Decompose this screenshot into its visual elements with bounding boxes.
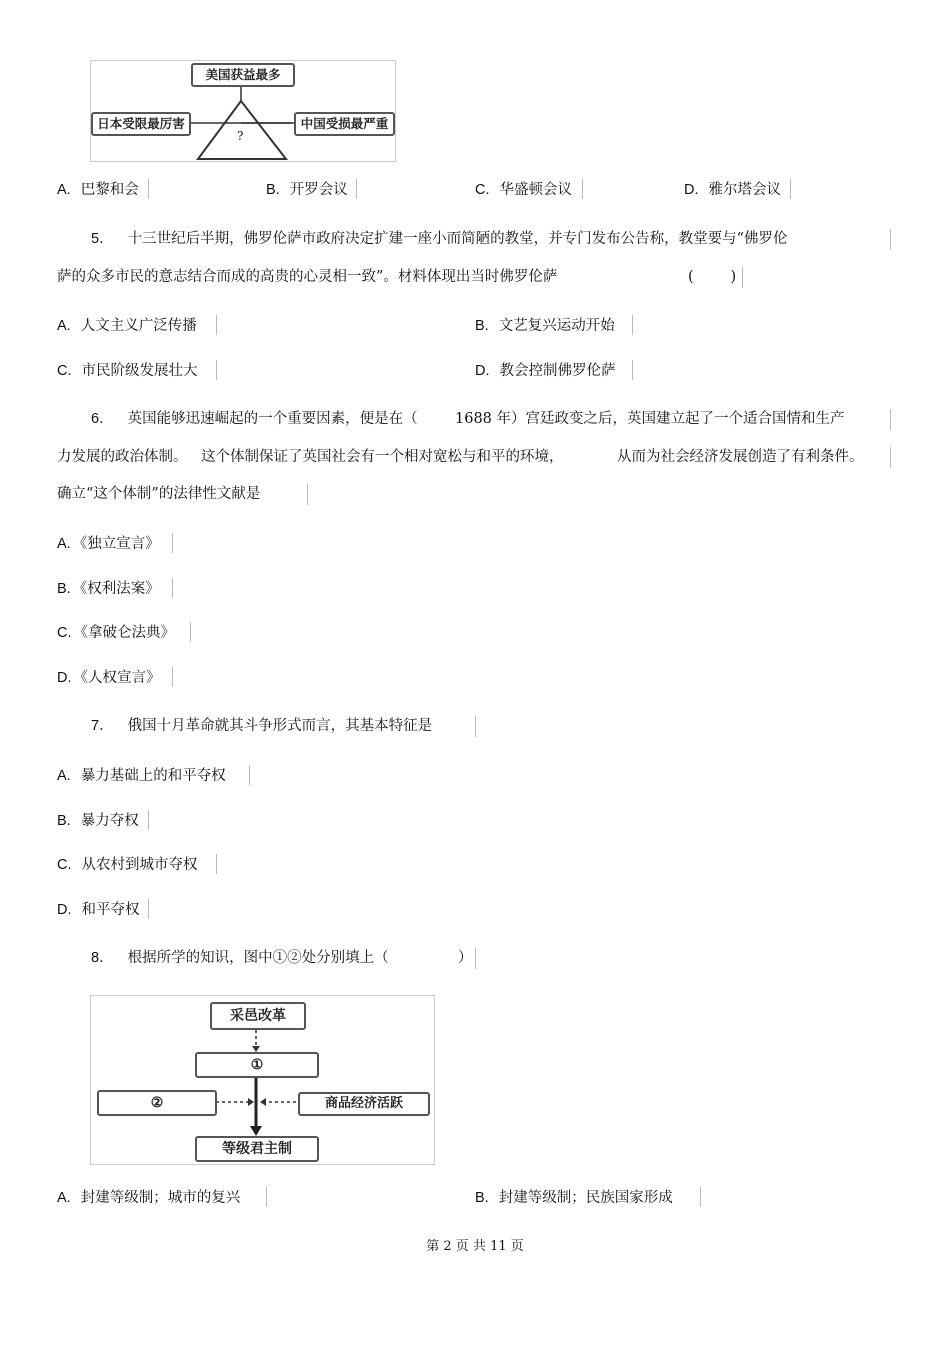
box-usa-benefit: 美国获益最多 <box>191 63 295 87</box>
q6-stem-text3: 确立“这个体制”的法律性文献是 <box>57 486 261 502</box>
q6-option-d[interactable] <box>57 668 161 688</box>
divider <box>356 179 357 199</box>
figure-triangle-diagram <box>90 60 396 162</box>
divider <box>890 409 891 430</box>
q8-stem <box>91 948 389 968</box>
divider <box>307 484 308 505</box>
triangle-question-mark: ? <box>237 129 244 143</box>
q6-stem-line3 <box>57 484 260 504</box>
box-blank-2: ② <box>97 1090 217 1116</box>
q8-stem-text: 根据所学的知识，图中①②处分别填上（ <box>127 950 389 966</box>
q5-option-d-text: 教会控制佛罗伦萨 <box>499 363 616 379</box>
q5-stem-text2: 萨的众多市民的意志结合而成的高贵的心灵相一致”。材料体现出当时佛罗伦萨 <box>57 269 558 285</box>
q6-option-a-text: 《独立宣言》 <box>72 536 160 552</box>
q5-answer-bracket[interactable]: ( ) <box>688 269 737 285</box>
q6-stem-text2a: 力发展的政治体制。 <box>57 449 188 465</box>
q6-number: 6． <box>91 411 114 427</box>
divider <box>148 179 149 199</box>
q6-stem-text2c: 从而为社会经济发展创造了有利条件。 <box>617 449 864 465</box>
footer-mid: 页 共 <box>455 1239 486 1254</box>
q7-option-a-text: 暴力基础上的和平夺权 <box>80 768 226 784</box>
divider <box>475 716 476 737</box>
q7-option-d-letter: D. <box>57 902 72 918</box>
q5-option-b-letter: B. <box>475 318 489 334</box>
q8-option-b-text: 封建等级制；民族国家形成 <box>498 1190 673 1206</box>
q6-stem-line2 <box>57 447 188 467</box>
q6-option-b-text: 《权利法案》 <box>72 581 160 597</box>
box-estates-monarchy: 等级君主制 <box>195 1136 319 1162</box>
q5-stem-text1: 十三世纪后半期，佛罗伦萨市政府决定扩建一座小而简陋的教堂，并专门发布公告称，教堂要与“佛罗伦 <box>127 231 788 247</box>
q4-option-b[interactable] <box>266 180 348 200</box>
divider <box>216 315 217 335</box>
q5-option-b[interactable] <box>475 316 615 336</box>
divider <box>632 315 633 335</box>
q6-stem-text2b: 这个体制保证了英国社会有一个相对宽松与和平的环境， <box>201 449 564 465</box>
q8-option-a-text: 封建等级制；城市的复兴 <box>80 1190 241 1206</box>
q5-option-b-text: 文艺复兴运动开始 <box>498 318 615 334</box>
divider <box>190 622 191 642</box>
box-blank-1: ① <box>195 1052 319 1078</box>
box-commodity-economy: 商品经济活跃 <box>298 1092 430 1116</box>
q4-option-a-letter: A. <box>57 182 71 198</box>
divider <box>172 667 173 687</box>
q5-option-c[interactable] <box>57 361 198 381</box>
box-japan-restricted: 日本受限最厉害 <box>91 112 191 136</box>
q5-option-a-text: 人文主义广泛传播 <box>80 318 197 334</box>
q5-option-c-letter: C. <box>57 363 72 379</box>
q4-option-c-text: 华盛顿会议 <box>499 182 572 198</box>
q7-option-a-letter: A. <box>57 768 71 784</box>
divider <box>742 267 743 288</box>
q7-option-c[interactable] <box>57 855 198 875</box>
q6-option-c-letter: C. <box>57 625 72 641</box>
q6-option-a[interactable] <box>57 534 160 554</box>
box-fief-reform: 采邑改革 <box>210 1002 306 1030</box>
q6-option-b[interactable] <box>57 579 160 599</box>
footer-page-number: 2 <box>443 1239 452 1254</box>
q4-option-d-text: 雅尔塔会议 <box>708 182 781 198</box>
q6-option-a-letter: A. <box>57 536 71 552</box>
q4-option-a-text: 巴黎和会 <box>80 182 139 198</box>
q7-stem <box>91 716 432 736</box>
footer-prefix: 第 <box>426 1239 440 1254</box>
q6-stem-line1-b <box>455 409 845 429</box>
q7-option-c-text: 从农村到城市夺权 <box>81 857 198 873</box>
arrowhead-right <box>260 1098 266 1106</box>
divider <box>700 1187 701 1207</box>
q6-stem-line2-c <box>617 447 864 467</box>
q8-option-a-letter: A. <box>57 1190 71 1206</box>
q6-stem-line1 <box>91 409 418 429</box>
page-footer <box>0 1235 950 1254</box>
q6-option-c-text: 《拿破仑法典》 <box>73 625 175 641</box>
q7-option-b-letter: B. <box>57 813 71 829</box>
q8-option-b[interactable] <box>475 1188 673 1208</box>
q5-option-d[interactable] <box>475 361 616 381</box>
q4-option-b-text: 开罗会议 <box>289 182 348 198</box>
q8-number: 8． <box>91 950 114 966</box>
q5-stem-line2 <box>57 267 557 287</box>
q5-option-d-letter: D. <box>475 363 490 379</box>
q4-option-c[interactable] <box>475 180 572 200</box>
divider <box>266 1187 267 1207</box>
q7-option-d[interactable] <box>57 900 140 920</box>
q7-option-c-letter: C. <box>57 857 72 873</box>
divider <box>475 948 476 969</box>
q5-stem-line1 <box>91 229 788 249</box>
q8-stem-close-bracket[interactable]: ） <box>458 950 473 966</box>
q4-option-b-letter: B. <box>266 182 280 198</box>
footer-total-pages: 11 <box>490 1239 507 1254</box>
q7-number: 7． <box>91 718 114 734</box>
divider <box>890 229 891 250</box>
q8-option-b-letter: B. <box>475 1190 489 1206</box>
divider <box>148 810 149 830</box>
q4-option-a[interactable] <box>57 180 139 200</box>
q7-option-d-text: 和平夺权 <box>81 902 140 918</box>
divider <box>582 179 583 199</box>
q6-option-b-letter: B. <box>57 581 71 597</box>
q7-option-b[interactable] <box>57 811 139 831</box>
divider <box>632 360 633 380</box>
q8-option-a[interactable] <box>57 1188 240 1208</box>
divider <box>172 578 173 598</box>
divider <box>172 533 173 553</box>
q6-option-d-letter: D. <box>57 670 72 686</box>
q6-stem-text1a: 英国能够迅速崛起的一个重要因素，便是在（ <box>127 411 418 427</box>
q7-option-b-text: 暴力夺权 <box>80 813 139 829</box>
q6-stem-text1b: 1688 年）宫廷政变之后，英国建立起了一个适合国情和生产 <box>455 411 845 427</box>
q4-option-d[interactable] <box>684 180 781 200</box>
divider <box>890 447 891 468</box>
figure-flow-diagram <box>90 995 435 1165</box>
q6-stem-line2-b <box>201 447 564 467</box>
arrowhead-left <box>248 1098 254 1106</box>
q7-option-a[interactable] <box>57 766 226 786</box>
q4-option-c-letter: C. <box>475 182 490 198</box>
q4-option-d-letter: D. <box>684 182 699 198</box>
divider <box>216 854 217 874</box>
divider <box>216 360 217 380</box>
arrowhead-bottom <box>250 1126 262 1136</box>
box-china-damaged: 中国受损最严重 <box>294 112 395 136</box>
q7-stem-text: 俄国十月革命就其斗争形式而言，其基本特征是 <box>127 718 433 734</box>
divider <box>249 765 250 785</box>
q5-option-a-letter: A. <box>57 318 71 334</box>
q5-number: 5． <box>91 231 114 247</box>
divider <box>790 179 791 199</box>
q6-option-c[interactable] <box>57 623 175 643</box>
q6-option-d-text: 《人权宣言》 <box>73 670 161 686</box>
divider <box>148 899 149 919</box>
q5-option-c-text: 市民阶级发展壮大 <box>81 363 198 379</box>
footer-suffix: 页 <box>510 1239 524 1254</box>
q5-option-a[interactable] <box>57 316 197 336</box>
